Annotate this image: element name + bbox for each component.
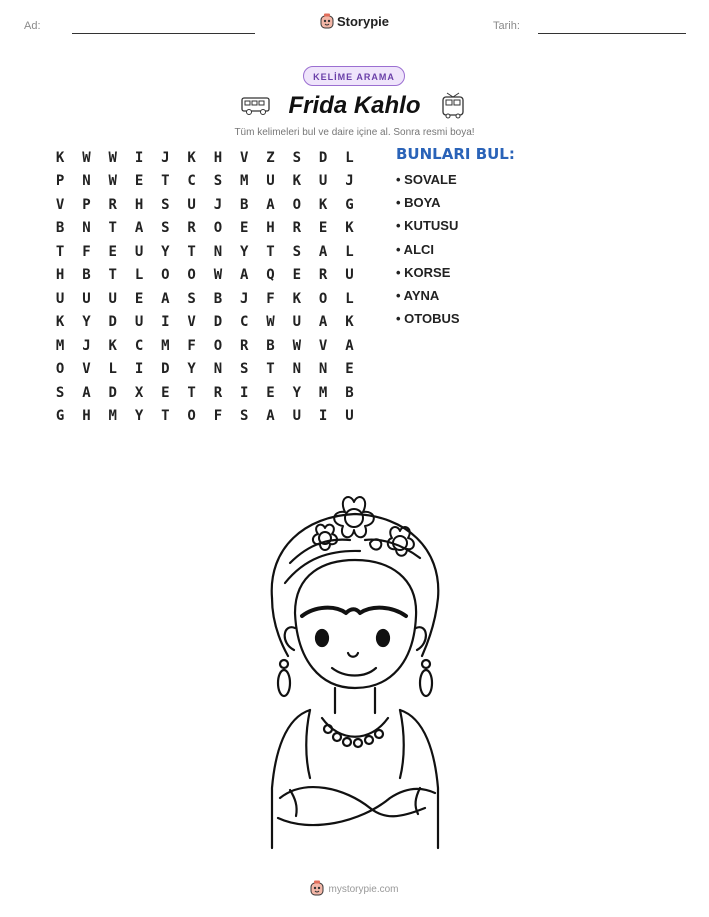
grid-cell[interactable]: K [187,149,196,166]
grid-cell[interactable]: P [55,173,65,190]
grid-cell[interactable]: O [213,337,223,354]
grid-cell[interactable]: C [187,173,196,190]
grid-cell[interactable]: R [213,384,223,401]
name-line [72,33,255,34]
grid-cell[interactable]: A [345,337,354,354]
word-list-item: • SOVALE [396,172,457,187]
grid-cell[interactable]: T [161,408,170,425]
word-list-item: • ALCI [396,241,435,257]
grid-cell[interactable]: T [55,243,65,260]
grid-cell[interactable]: Y [82,314,91,331]
grid-cell[interactable]: Y [240,243,249,260]
page-title: Frida Kahlo [288,92,421,119]
grid-cell[interactable]: U [108,290,117,307]
grid-cell[interactable]: A [240,267,249,284]
grid-cell[interactable]: O [187,408,196,425]
grid-row [47,405,367,429]
grid-cell[interactable]: G [345,196,354,213]
grid-cell[interactable]: E [266,384,275,401]
grid-cell[interactable]: G [55,408,65,425]
grid-cell[interactable]: H [82,408,91,425]
grid-cell[interactable]: B [82,267,91,284]
grid-cell[interactable]: L [134,267,144,284]
grid-row [47,287,367,311]
grid-cell[interactable]: N [213,361,223,378]
grid-cell[interactable]: R [240,337,249,354]
word-list-item: • BOYA [396,195,441,211]
grid-cell[interactable]: Y [292,384,302,401]
grid-cell[interactable]: K [345,314,354,331]
storypie-mascot-icon [310,880,324,899]
grid-cell[interactable]: F [82,243,91,260]
grid-cell[interactable]: E [240,220,249,237]
grid-cell[interactable]: H [213,149,223,166]
grid-cell[interactable]: R [292,220,302,237]
grid-cell[interactable]: J [240,290,249,307]
grid-cell[interactable]: T [266,243,275,260]
grid-cell[interactable]: F [213,408,223,425]
grid-cell[interactable]: M [161,337,170,354]
grid-cell[interactable]: L [345,243,354,260]
grid-cell[interactable]: A [318,243,328,260]
grid-cell[interactable]: F [266,290,275,307]
category-badge: KELİME ARAMA [303,66,405,86]
grid-cell[interactable]: F [187,337,196,354]
grid-cell[interactable]: C [240,314,249,331]
grid-cell[interactable]: W [213,267,223,284]
grid-cell[interactable]: I [134,361,144,378]
grid-cell[interactable]: I [161,314,170,331]
grid-cell[interactable]: U [345,408,354,425]
grid-cell[interactable]: D [108,314,117,331]
grid-cell[interactable]: V [55,196,65,213]
grid-cell[interactable]: S [240,408,249,425]
grid-row [47,146,367,170]
frida-kahlo-illustration[interactable] [250,488,460,858]
grid-cell[interactable]: B [240,196,249,213]
grid-cell[interactable]: S [240,361,249,378]
grid-cell[interactable]: U [134,243,144,260]
grid-cell[interactable]: O [318,290,328,307]
grid-cell[interactable]: C [134,337,144,354]
grid-cell[interactable]: N [82,220,91,237]
instructions: Tüm kelimeleri bul ve daire içine al. Sonra resmi boya! [234,127,475,138]
grid-cell[interactable]: E [134,173,144,190]
grid-cell[interactable]: V [240,149,249,166]
grid-cell[interactable]: D [213,314,223,331]
grid-cell[interactable]: W [108,149,117,166]
grid-cell[interactable]: U [318,173,328,190]
grid-cell[interactable]: J [345,173,354,190]
grid-cell[interactable]: T [108,267,117,284]
grid-cell[interactable]: P [82,196,91,213]
grid-cell[interactable]: R [187,220,196,237]
grid-cell[interactable]: B [266,337,275,354]
grid-cell[interactable]: T [266,361,275,378]
grid-row [47,311,367,335]
grid-cell[interactable]: U [345,267,354,284]
grid-cell[interactable]: H [55,267,65,284]
grid-cell[interactable]: N [318,361,328,378]
grid-cell[interactable]: I [240,384,249,401]
grid-cell[interactable]: A [266,408,275,425]
word-list-item: • AYNA [396,287,440,303]
grid-row [47,381,367,405]
word-list-title: BUNLARI BUL: [396,145,515,163]
grid-cell[interactable]: U [134,314,144,331]
grid-cell[interactable]: H [266,220,275,237]
word-list [396,171,460,333]
grid-cell[interactable]: R [108,196,117,213]
grid-cell[interactable]: K [318,196,328,213]
grid-cell[interactable]: J [161,149,170,166]
grid-cell[interactable]: E [292,267,302,284]
grid-cell[interactable]: S [161,196,170,213]
grid-cell[interactable]: A [134,220,144,237]
brand-name: Storypie [336,14,389,29]
grid-cell[interactable]: O [213,220,223,237]
grid-cell[interactable]: S [213,173,223,190]
grid-cell[interactable]: N [292,361,302,378]
grid-cell[interactable]: U [266,173,275,190]
grid-cell[interactable]: W [82,149,91,166]
grid-cell[interactable]: K [55,149,65,166]
grid-cell[interactable]: J [213,196,223,213]
grid-cell[interactable]: V [318,337,328,354]
grid-cell[interactable]: E [318,220,328,237]
word-list-item: • KORSE [396,264,451,280]
grid-cell[interactable]: M [318,384,328,401]
grid-cell[interactable]: N [82,173,91,190]
grid-cell[interactable]: K [292,173,302,190]
grid-cell[interactable]: L [345,149,354,166]
grid-row [47,358,367,382]
word-search-grid [47,146,367,428]
brand-logo [0,13,709,32]
grid-cell[interactable]: Q [266,267,275,284]
grid-cell[interactable]: T [187,384,196,401]
grid-cell[interactable]: J [82,337,91,354]
grid-cell[interactable]: A [161,290,170,307]
grid-cell[interactable]: K [292,290,302,307]
grid-cell[interactable]: U [292,408,302,425]
grid-cell[interactable]: Y [134,408,144,425]
grid-cell[interactable]: Z [266,149,275,166]
grid-cell[interactable]: U [187,196,196,213]
grid-cell[interactable]: Y [161,243,170,260]
grid-cell[interactable]: W [292,337,302,354]
grid-cell[interactable]: D [108,384,117,401]
grid-cell[interactable]: V [82,361,91,378]
grid-cell[interactable]: U [82,290,91,307]
grid-cell[interactable]: A [82,384,91,401]
grid-cell[interactable]: E [345,361,354,378]
grid-cell[interactable]: W [108,173,117,190]
footer-url[interactable]: mystorypie.com [328,884,399,895]
grid-cell[interactable]: A [318,314,328,331]
grid-cell[interactable]: T [108,220,117,237]
grid-row [47,240,367,264]
grid-cell[interactable]: R [318,267,328,284]
grid-cell[interactable]: V [187,314,196,331]
tram-icon [439,92,467,125]
grid-row [47,193,367,217]
grid-cell[interactable]: H [134,196,144,213]
storypie-mascot-icon [320,13,334,32]
grid-cell[interactable]: M [55,337,65,354]
grid-cell[interactable]: O [161,267,170,284]
grid-cell[interactable]: E [134,290,144,307]
grid-row [47,334,367,358]
grid-cell[interactable]: K [108,337,117,354]
grid-cell[interactable]: B [55,220,65,237]
date-label: Tarih: [493,20,520,32]
word-list-item: • OTOBUS [396,311,460,327]
grid-cell[interactable]: Y [187,361,196,378]
grid-cell[interactable]: N [213,243,223,260]
footer [0,880,709,899]
grid-row [47,217,367,241]
grid-cell[interactable]: M [108,408,117,425]
grid-cell[interactable]: W [266,314,275,331]
grid-cell[interactable]: S [187,290,196,307]
grid-cell[interactable]: X [134,384,144,401]
grid-row [47,170,367,194]
grid-cell[interactable]: M [240,173,249,190]
grid-cell[interactable]: O [292,196,302,213]
grid-cell[interactable]: L [345,290,354,307]
grid-cell[interactable]: I [134,149,144,166]
grid-cell[interactable]: S [161,220,170,237]
grid-cell[interactable]: S [292,149,302,166]
grid-cell[interactable]: L [108,361,117,378]
grid-cell[interactable]: B [213,290,223,307]
grid-cell[interactable]: S [292,243,302,260]
grid-cell[interactable]: D [318,149,328,166]
grid-row [47,264,367,288]
grid-cell[interactable]: U [55,290,65,307]
grid-cell[interactable]: U [292,314,302,331]
grid-cell[interactable]: D [161,361,170,378]
grid-cell[interactable]: A [266,196,275,213]
grid-cell[interactable]: B [345,384,354,401]
word-list-item: • KUTUSU [396,218,459,234]
grid-cell[interactable]: K [345,220,354,237]
grid-cell[interactable]: E [108,243,117,260]
grid-cell[interactable]: O [187,267,196,284]
grid-cell[interactable]: T [161,173,170,190]
grid-cell[interactable]: I [318,408,328,425]
grid-cell[interactable]: E [161,384,170,401]
grid-cell[interactable]: K [55,314,65,331]
grid-cell[interactable]: S [55,384,65,401]
date-line [538,33,686,34]
name-label: Ad: [24,20,41,32]
grid-cell[interactable]: O [55,361,65,378]
grid-cell[interactable]: T [187,243,196,260]
